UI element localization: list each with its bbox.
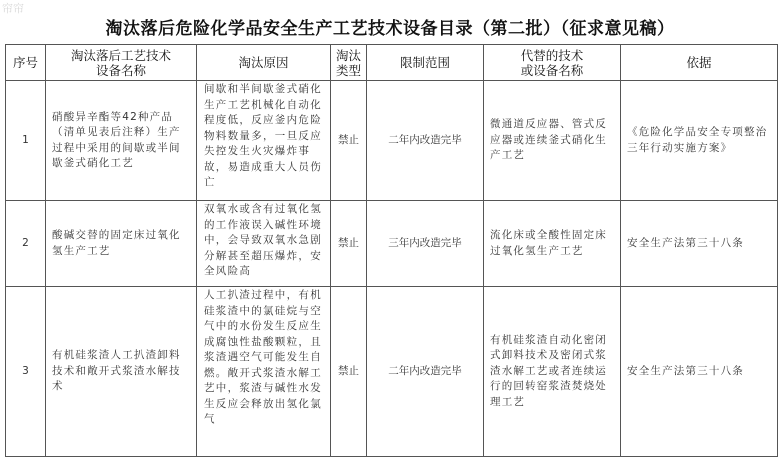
cell-alternative: 流化床或全酸性固定床过氧化氢生产工艺 [484,201,621,287]
cell-scope: 二年内改造完毕 [367,287,484,457]
cell-alternative: 有机硅浆渣自动化密闭式卸料技术及密闭式浆渣水解工艺或者连续运行的回转窑浆渣焚烧处理工艺 [484,287,621,457]
header-process-line2: 设备名称 [95,62,146,78]
cell-type: 禁止 [331,201,367,287]
cell-reason: 人工扒渣过程中，有机硅浆渣中的氯硅烷与空气中的水份发生反应生成腐蚀性盐酸颗粒，且浆渣遇空气可能发生自燃。敞开式浆渣水解工艺中，浆渣与碱性水发生反应会释放出氢化氯气 [197,287,331,457]
header-process [46,45,197,81]
cell-type: 禁止 [331,81,367,201]
page-title: 淘汰落后危险化学品安全生产工艺技术设备目录（第二批）（征求意见稿） [105,19,675,39]
header-alt-line1: 代替的技术 [520,47,584,63]
cell-basis: 安全生产法第三十八条 [621,201,778,287]
header-reason: 淘汰原因 [197,45,331,81]
cell-type: 禁止 [331,287,367,457]
cell-reason: 间歇和半间歇釜式硝化生产工艺机械化自动化程度低，反应釜内危险物料数量多，一旦反应失控发生火灾爆炸事故，易造成重大人员伤亡 [197,81,331,201]
faint-header-mark: 帘帘 [2,2,24,15]
cell-process: 硝酸异辛酯等42种产品（清单见表后注释）生产过程中采用的间歇或半间歇釜式硝化工艺 [46,81,197,201]
header-type [331,45,367,81]
cell-process: 酸碱交替的固定床过氧化氢生产工艺 [46,201,197,287]
cell-scope: 二年内改造完毕 [367,81,484,201]
cell-basis: 《危险化学品安全专项整治三年行动实施方案》 [621,81,778,201]
cell-reason: 双氧水或含有过氧化氢的工作液误入碱性环境中，会导致双氧水急剧分解甚至超压爆炸，安全风险高 [197,201,331,287]
header-alt-line2: 或设备名称 [520,62,584,78]
cell-scope: 三年内改造完毕 [367,201,484,287]
header-process-line1: 淘汰落后工艺技术 [70,47,171,63]
cell-seq: 2 [6,201,46,287]
header-basis: 依据 [621,45,778,81]
header-type-line2: 类型 [335,62,361,78]
header-scope: 限制范围 [367,45,484,81]
header-alternative [484,45,621,81]
table-row [6,81,778,201]
table-row [6,287,778,457]
header-seq: 序号 [6,45,46,81]
catalog-table [5,44,778,457]
table-row [6,201,778,287]
cell-seq: 1 [6,81,46,201]
header-row [6,45,778,81]
cell-process: 有机硅浆渣人工扒渣卸料技术和敞开式浆渣水解技术 [46,287,197,457]
cell-seq: 3 [6,287,46,457]
cell-basis: 安全生产法第三十八条 [621,287,778,457]
header-type-line1: 淘汰 [335,47,361,63]
cell-alternative: 微通道反应器、管式反应器或连续釜式硝化生产工艺 [484,81,621,201]
